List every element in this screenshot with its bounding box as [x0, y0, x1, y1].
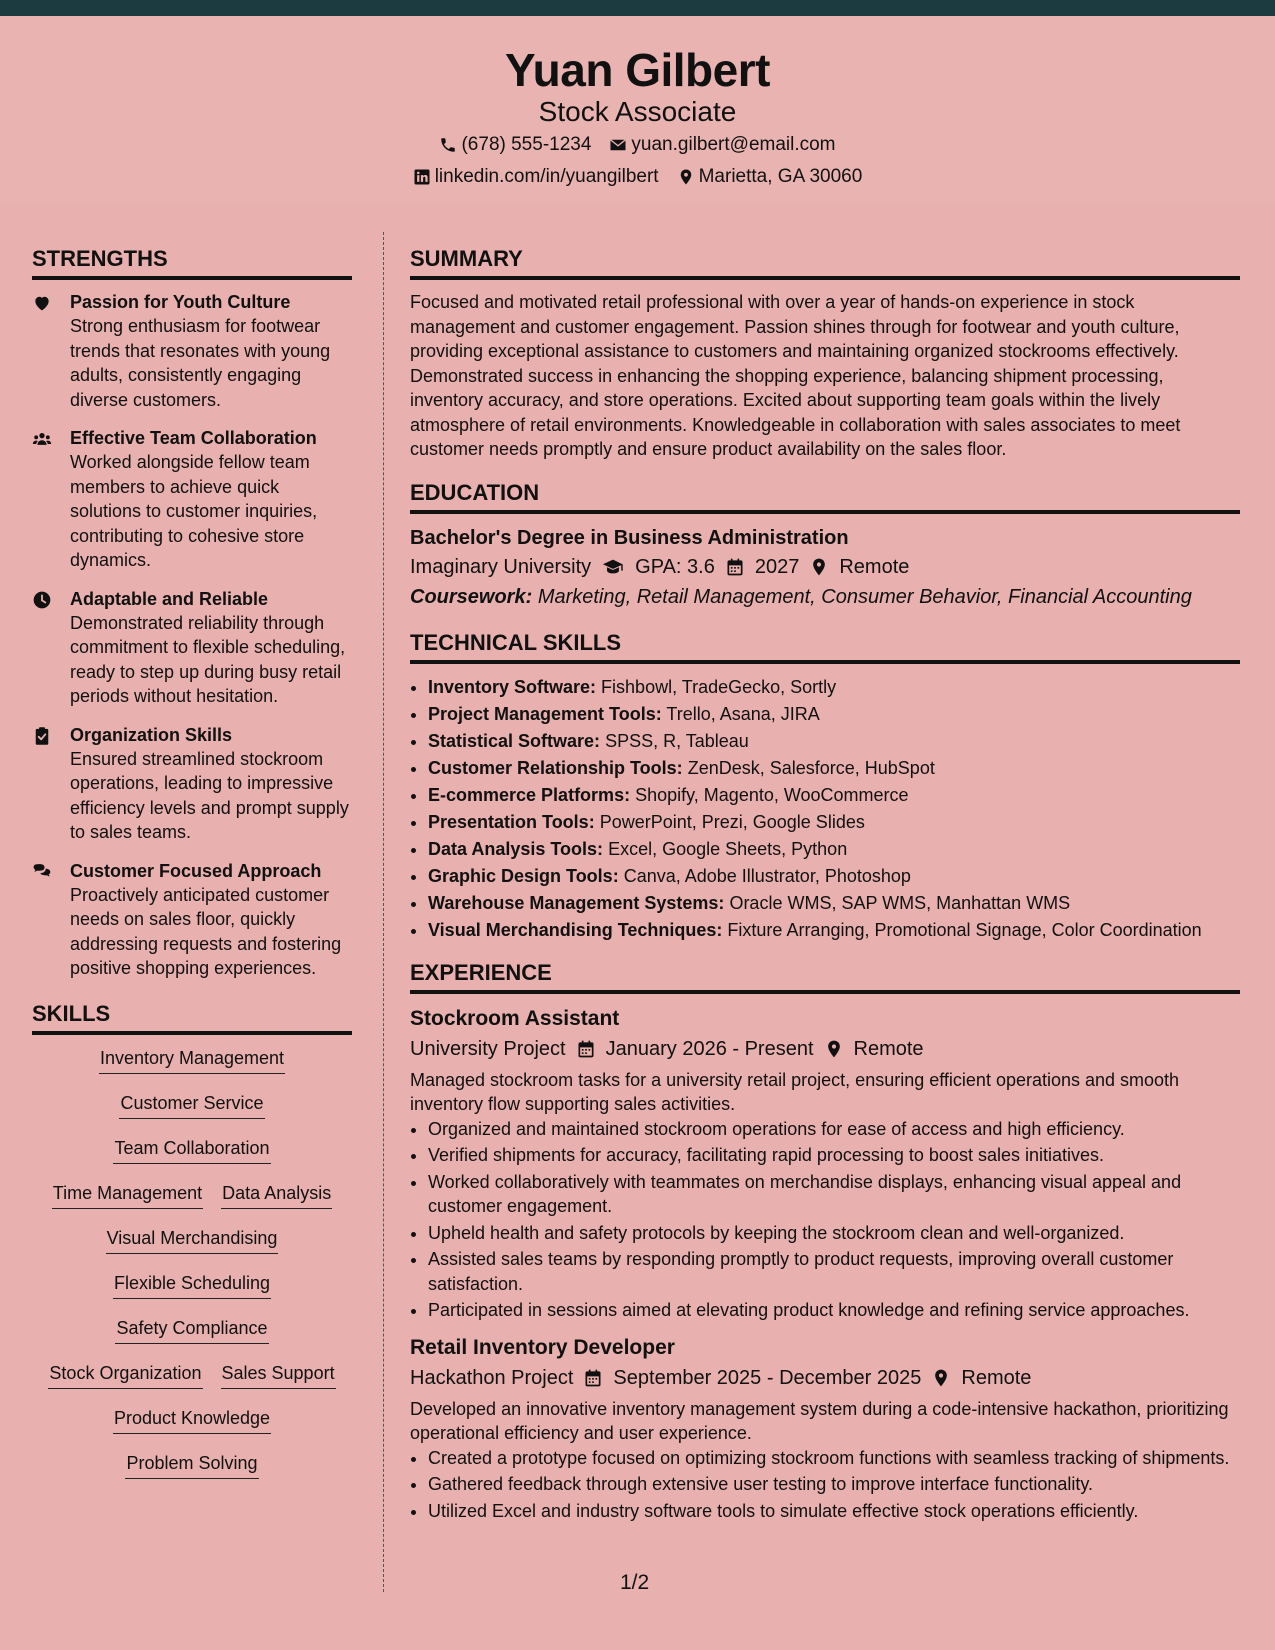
envelope-icon	[609, 136, 627, 154]
job-description: Managed stockroom tasks for a university retail project, ensuring efficient operations and smooth inventory flow supporting sales activities.	[410, 1069, 1180, 1114]
tech-skill-item: • Visual Merchandising Techniques: Fixture Arranging, Promotional Signage, Color Coordination	[428, 917, 1240, 944]
resume-header	[0, 16, 1275, 204]
job-location: Remote	[853, 1037, 924, 1060]
tech-skill-item: • Presentation Tools: PowerPoint, Prezi, Google Slides	[428, 809, 1240, 836]
summary-heading: SUMMARY	[410, 244, 1240, 280]
tech-skill-item: • Warehouse Management Systems: Oracle WMS, SAP WMS, Manhattan WMS	[428, 890, 1240, 917]
strength-title: Passion for Youth Culture	[70, 292, 291, 312]
skill-tag: Inventory Management	[99, 1045, 285, 1074]
job-entry	[410, 1004, 1240, 1323]
job-bullet: • Utilized Excel and industry software tools to simulate effective stock operations efficiently.	[428, 1499, 1240, 1524]
calendar-icon	[725, 557, 745, 577]
technical-skills-heading: TECHNICAL SKILLS	[410, 628, 1240, 664]
linkedin-item[interactable]	[413, 164, 659, 190]
tech-skill-item: • E-commerce Platforms: Shopify, Magento, WooCommerce	[428, 782, 1240, 809]
strength-title: Effective Team Collaboration	[70, 428, 317, 448]
coursework-list: Marketing, Retail Management, Consumer Behavior, Financial Accounting	[537, 585, 1192, 608]
job-title: Stockroom Assistant	[410, 1006, 620, 1030]
education-location: Remote	[839, 555, 910, 578]
contact-row-2	[0, 164, 1275, 190]
education-heading: EDUCATION	[410, 478, 1240, 514]
skills-heading: SKILLS	[32, 999, 352, 1035]
graduation-cap-icon	[601, 556, 625, 578]
degree-title: Bachelor's Degree in Business Administration	[410, 526, 849, 549]
skill-tag: Sales Support	[221, 1360, 336, 1389]
location-item	[677, 164, 863, 190]
job-bullets	[410, 1446, 1240, 1524]
map-pin-icon	[809, 557, 829, 577]
job-org: University Project	[410, 1037, 566, 1060]
tech-skill-item: • Inventory Software: Fishbowl, TradeGecko, Sortly	[428, 674, 1240, 701]
coursework-label: Coursework:	[410, 585, 533, 608]
job-bullet: • Participated in sessions aimed at elevating product knowledge and refining service approaches.	[428, 1298, 1240, 1323]
calendar-icon	[576, 1039, 596, 1059]
top-accent-bar	[0, 0, 1275, 16]
tech-skill-item: • Customer Relationship Tools: ZenDesk, Salesforce, HubSpot	[428, 755, 1240, 782]
comments-icon	[32, 862, 52, 882]
strengths-heading: STRENGTHS	[32, 244, 352, 280]
linkedin-text[interactable]: linkedin.com/in/yuangilbert	[434, 166, 659, 187]
linkedin-icon	[413, 168, 431, 186]
skills-list	[32, 1045, 352, 1495]
gpa-text: GPA: 3.6	[635, 555, 715, 578]
contact-row-1	[0, 132, 1275, 158]
calendar-icon	[583, 1368, 603, 1388]
coursework	[410, 582, 1240, 612]
users-icon	[32, 429, 52, 449]
skill-tag: Time Management	[52, 1180, 203, 1209]
tech-skill-item: • Graphic Design Tools: Canva, Adobe Illustrator, Photoshop	[428, 863, 1240, 890]
job-bullet: • Gathered feedback through extensive user testing to improve interface functionality.	[428, 1472, 1240, 1497]
school-name: Imaginary University	[410, 555, 592, 578]
skill-tag: Safety Compliance	[115, 1315, 268, 1344]
strength-item	[32, 290, 352, 412]
job-bullet: • Verified shipments for accuracy, facilitating rapid processing to boost sales initiatives.	[428, 1143, 1240, 1168]
right-column	[410, 244, 1240, 1533]
left-column	[32, 244, 352, 1495]
job-dates: September 2025 - December 2025	[613, 1366, 922, 1389]
strength-item	[32, 859, 352, 981]
clock-icon	[32, 590, 52, 610]
page-number: 1/2	[620, 1571, 650, 1594]
strength-desc: Ensured streamlined stockroom operations, leading to impressive efficiency levels and prompt supply to sales teams.	[70, 748, 349, 842]
tech-skill-item: • Statistical Software: SPSS, R, Tableau	[428, 728, 1240, 755]
clipboard-check-icon	[32, 726, 52, 746]
strength-title: Adaptable and Reliable	[70, 588, 269, 609]
job-title: Retail Inventory Developer	[410, 1335, 675, 1359]
strength-item	[32, 587, 352, 709]
job-bullet: • Organized and maintained stockroom operations for ease of access and high efficiency.	[428, 1117, 1240, 1142]
skill-tag: Team Collaboration	[113, 1135, 270, 1164]
column-divider	[383, 232, 384, 1592]
job-bullet: • Upheld health and safety protocols by keeping the stockroom clean and well-organized.	[428, 1221, 1240, 1246]
skill-tag: Product Knowledge	[113, 1405, 271, 1434]
job-entry	[410, 1333, 1240, 1524]
job-meta	[410, 1034, 1240, 1064]
job-location: Remote	[961, 1366, 1032, 1389]
strength-desc: Demonstrated reliability through commitment to flexible scheduling, ready to step up during busy retail periods without hesitation.	[70, 612, 346, 706]
tech-skill-item: • Data Analysis Tools: Excel, Google Sheets, Python	[428, 836, 1240, 863]
job-org: Hackathon Project	[410, 1366, 574, 1389]
tech-skill-item: • Project Management Tools: Trello, Asana, JIRA	[428, 701, 1240, 728]
skill-tag: Data Analysis	[221, 1180, 332, 1209]
strength-title: Customer Focused Approach	[70, 860, 322, 881]
skill-tag: Flexible Scheduling	[113, 1270, 271, 1299]
strength-desc: Proactively anticipated customer needs on sales floor, quickly addressing requests and fostering positive shopping experiences.	[70, 884, 342, 978]
map-pin-icon	[677, 168, 695, 186]
email-text[interactable]: yuan.gilbert@email.com	[631, 134, 836, 155]
strength-item	[32, 723, 352, 845]
map-pin-icon	[931, 1368, 951, 1388]
candidate-title: Stock Associate	[538, 96, 737, 127]
technical-skills-list	[410, 674, 1240, 944]
education-meta	[410, 552, 1240, 582]
skill-tag: Visual Merchandising	[106, 1225, 279, 1254]
candidate-name: Yuan Gilbert	[505, 44, 770, 96]
summary-text: Focused and motivated retail professional with over a year of hands-on experience in stock management and customer engagement. Passion shines through for footwear and youth culture, providing exceptional assistance to customers and maintaining organized stockrooms effectively. Demonstrated success in enhancing the shopping experience, balancing shipment processing, inventory accuracy, and store operations. Excited about supporting team goals within the lively atmosphere of retail environments. Knowledgeable in collaboration with sales associates to meet customer needs promptly and ensure product availability on the sales floor.	[410, 292, 1181, 459]
phone-item	[439, 132, 591, 158]
job-bullet: • Assisted sales teams by responding promptly to product requests, improving overall customer satisfaction.	[428, 1247, 1240, 1296]
phone-icon	[439, 136, 457, 154]
map-pin-icon	[824, 1039, 844, 1059]
strength-desc: Strong enthusiasm for footwear trends that resonates with young adults, consistently engaging diverse customers.	[70, 316, 331, 410]
job-bullet: • Worked collaboratively with teammates on merchandise displays, enhancing visual appeal and customer engagement.	[428, 1170, 1240, 1219]
job-bullet: • Created a prototype focused on optimizing stockroom functions with seamless tracking of shipments.	[428, 1446, 1240, 1471]
location-text: Marietta, GA 30060	[698, 166, 863, 187]
skill-tag: Problem Solving	[125, 1450, 258, 1479]
job-description: Developed an innovative inventory management system during a code-intensive hackathon, prioritizing operational efficiency and user experience.	[410, 1398, 1229, 1443]
strength-title: Organization Skills	[70, 724, 233, 745]
experience-heading: EXPERIENCE	[410, 958, 1240, 994]
email-item[interactable]	[609, 132, 835, 158]
skill-tag: Stock Organization	[48, 1360, 202, 1389]
strength-desc: Worked alongside fellow team members to achieve quick solutions to customer inquiries, contributing to cohesive store dynamics.	[70, 452, 318, 570]
job-bullets	[410, 1117, 1240, 1323]
phone-text: (678) 555-1234	[461, 134, 592, 155]
skill-tag: Customer Service	[119, 1090, 264, 1119]
strength-item	[32, 426, 352, 573]
job-meta	[410, 1363, 1240, 1393]
heart-icon	[32, 293, 52, 313]
graduation-year: 2027	[754, 555, 800, 578]
job-dates: January 2026 - Present	[605, 1037, 814, 1060]
